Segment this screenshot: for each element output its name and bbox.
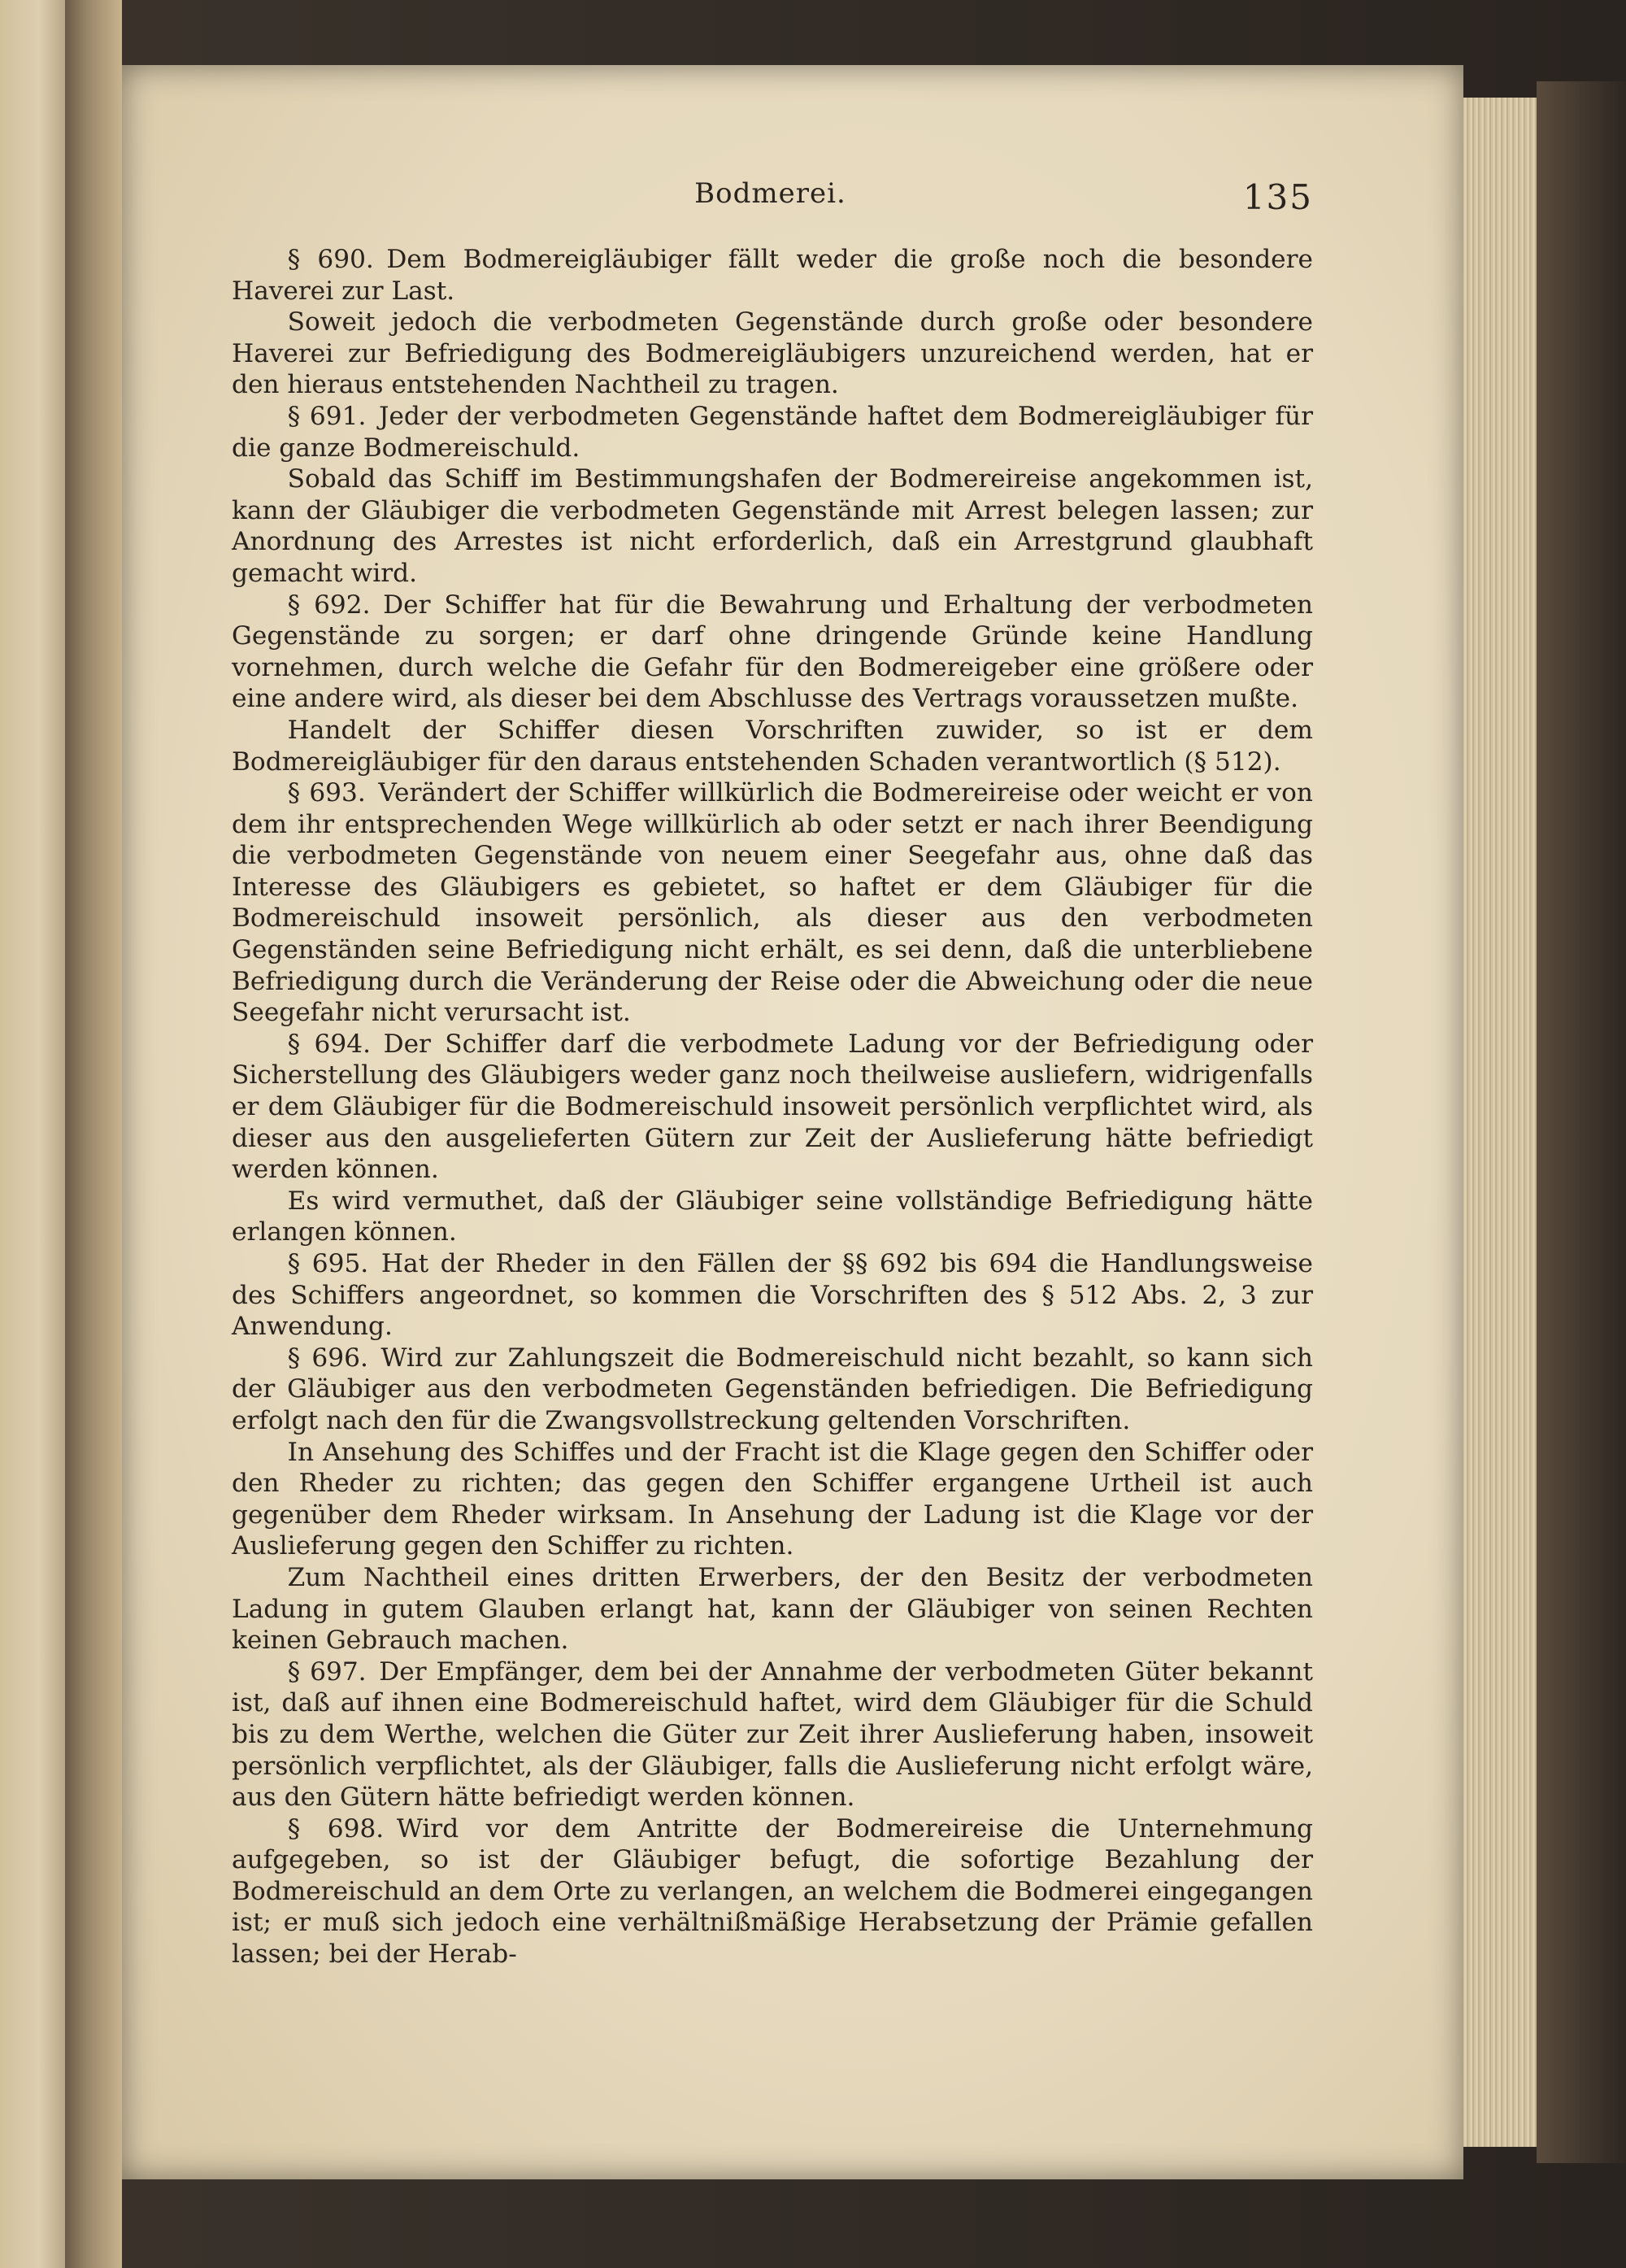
section-sign: § 691.: [287, 401, 367, 431]
paragraph-text: Dem Bodmereigläubiger fällt weder die große noch die besondere Haverei zur Last.: [232, 245, 1313, 306]
paragraph: [232, 1656, 1313, 1813]
paragraph-text: Wird zur Zahlungszeit die Bodmereischuld nicht bezahlt, so kann sich der Gläubiger aus den verbodmeten Gegenständen befriedigen. Die Befriedigung erfolgt nach den für die Zwangsvollstreckung geltenden Vorschriften.: [232, 1343, 1314, 1435]
page-edges: [1463, 98, 1537, 2147]
paragraph-text: Der Schiffer darf die verbodmete Ladung vor der Befriedigung oder Sicherstellung des Gläubigers weder ganz noch theilweise ausliefern, widrigenfalls er dem Gläubiger für die Bodmereischuld insoweit persönlich verpflichtet wird, als dieser aus den ausgelieferten Gütern zur Zeit der Auslieferung hätte befriedigt werden können.: [232, 1029, 1313, 1185]
book-gutter: [65, 0, 122, 2268]
paragraph: [232, 464, 1313, 589]
page-header: [228, 177, 1313, 226]
paragraph: [232, 715, 1313, 777]
section-sign: § 693.: [287, 778, 366, 808]
paragraph: [232, 307, 1313, 401]
paragraph: [232, 1813, 1313, 1970]
paragraph: [232, 1029, 1313, 1186]
paragraph: [232, 1343, 1313, 1437]
paragraph-text: Soweit jedoch die verbodmeten Gegenstände durch große oder besondere Haverei zur Befriedigung des Bodmereigläubigers unzureichend werden, hat er den hieraus entstehenden Nachtheil zu tragen.: [232, 307, 1313, 400]
paragraph: [232, 777, 1313, 1029]
paragraph-text: Handelt der Schiffer diesen Vorschriften zuwider, so ist er dem Bodmereigläubiger für den daraus entstehenden Schaden verantwortlich (§ 512).: [232, 715, 1313, 777]
paragraph: [232, 1248, 1313, 1343]
paragraph-text: Sobald das Schiff im Bestimmungshafen der Bodmereireise angekommen ist, kann der Gläubiger die verbodmeten Gegenstände mit Arrest belegen lassen; zur Anordnung des Arrestes ist nicht erforderlich, daß ein Arrestgrund glaubhaft gemacht wird.: [232, 464, 1313, 588]
paragraph-text: Es wird vermuthet, daß der Gläubiger seine vollständige Befriedigung hätte erlangen können.: [232, 1186, 1313, 1247]
paragraph-text: Verändert der Schiffer willkürlich die Bodmereireise oder weicht er von dem ihr entsprechenden Wege willkürlich ab oder setzt er nach ihrer Beendigung die verbodmeten Gegenstände von neuem einer Seegefahr aus, ohne daß das Interesse des Gläubigers es gebietet, so haftet er dem Gläubiger für die Bodmereischuld insoweit persönlich, als dieser aus den verbodmeten Gegenständen seine Befriedigung nicht erhält, es sei denn, daß die unterbliebene Befriedigung durch die Veränderung der Reise oder die Abweichung oder die neue Seegefahr nicht verursacht ist.: [232, 778, 1313, 1028]
section-sign: § 698.: [287, 1813, 385, 1844]
paragraph-text: Jeder der verbodmeten Gegenstände haftet dem Bodmereigläubiger für die ganze Bodmereischuld.: [232, 401, 1313, 463]
paragraph: [232, 590, 1313, 715]
book-cover-edge: [1537, 81, 1626, 2163]
paragraph: [232, 244, 1313, 307]
running-title: Bodmerei.: [694, 177, 846, 210]
paragraph-text: Zum Nachtheil eines dritten Erwerbers, der den Besitz der verbodmeten Ladung in gutem Glauben erlangt hat, kann der Gläubiger von seinen Rechten keinen Gebrauch machen.: [232, 1562, 1313, 1656]
facing-page-edge: [0, 0, 65, 2268]
paragraph-text: Der Empfänger, dem bei der Annahme der verbodmeten Güter bekannt ist, daß auf ihnen eine Bodmereischuld haftet, wird dem Gläubiger für die Schuld bis zu dem Werthe, welchen die Güter zur Zeit ihrer Auslieferung haben, insoweit persönlich verpflichtet, als der Gläubiger, falls die Auslieferung nicht erfolgt wäre, aus den Gütern hätte befriedigt werden können.: [232, 1656, 1313, 1813]
paragraph-text: Der Schiffer hat für die Bewahrung und Erhaltung der verbodmeten Gegenstände zu sorgen; er darf ohne dringende Gründe keine Handlung vornehmen, durch welche die Gefahr für den Bodmereigeber eine größere oder eine andere wird, als dieser bei dem Abschlusse des Vertrags voraussetzen mußte.: [232, 590, 1313, 714]
paragraph-text: Wird vor dem Antritte der Bodmereireise die Unternehmung aufgegeben, so ist der Gläubiger befugt, die sofortige Bezahlung der Bodmereischuld an dem Orte zu verlangen, an welchem die Bodmerei eingegangen ist; er muß sich jedoch eine verhältnißmäßige Herabsetzung der Prämie gefallen lassen; bei der Herab-: [232, 1813, 1313, 1970]
paragraph-text: In Ansehung des Schiffes und der Fracht ist die Klage gegen den Schiffer oder den Rheder zu richten; das gegen den Schiffer ergangene Urtheil ist auch gegenüber dem Rheder wirksam. In Ansehung der Ladung ist die Klage vor der Auslieferung gegen den Schiffer zu richten.: [232, 1437, 1313, 1561]
section-sign: § 697.: [287, 1656, 367, 1687]
section-sign: § 692.: [287, 590, 371, 620]
section-sign: § 694.: [287, 1029, 371, 1059]
section-sign: § 690.: [287, 245, 374, 274]
section-sign: § 695.: [287, 1249, 369, 1278]
section-sign: § 696.: [287, 1343, 368, 1373]
paragraph: [232, 401, 1313, 464]
page-body: [232, 244, 1313, 2000]
paragraph: [232, 1437, 1313, 1562]
paragraph: [232, 1186, 1313, 1248]
paragraph: [232, 1562, 1313, 1656]
page-number: 135: [1242, 177, 1313, 217]
paragraph-text: Hat der Rheder in den Fällen der §§ 692 bis 694 die Handlungsweise des Schiffers angeordnet, so kommen die Vorschriften des § 512 Abs. 2, 3 zur Anwendung.: [232, 1249, 1314, 1342]
